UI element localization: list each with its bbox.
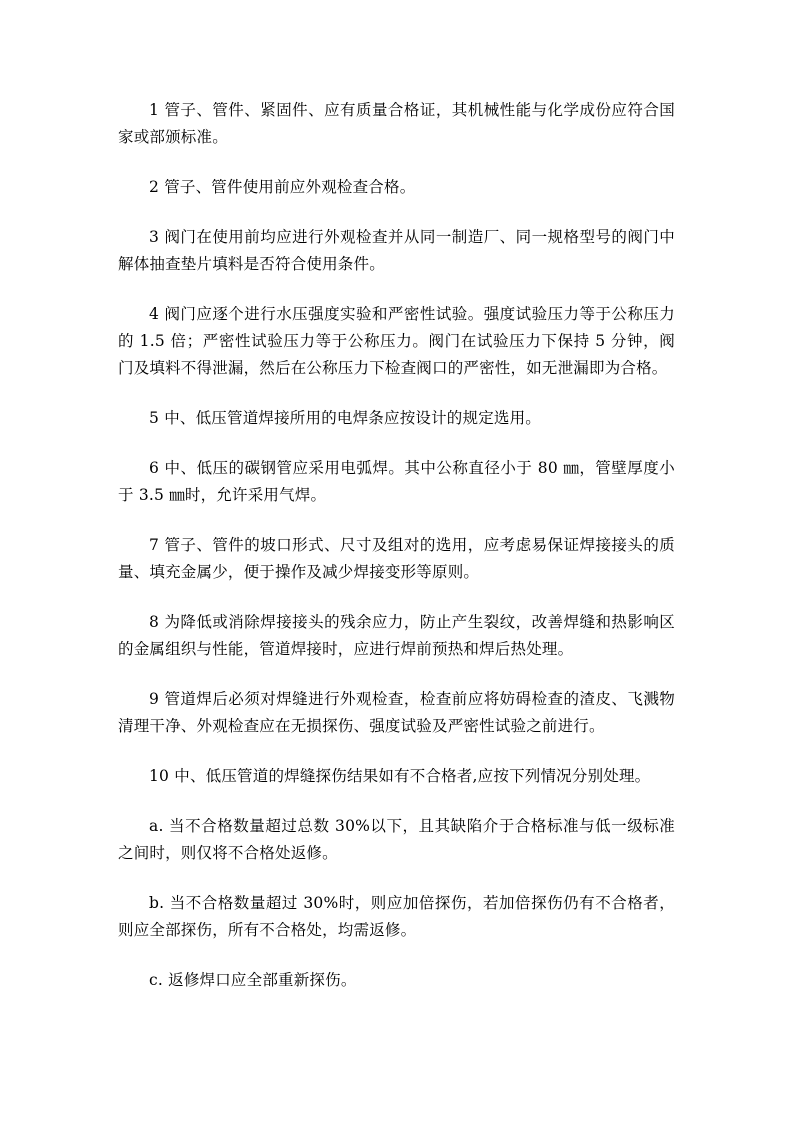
paragraph-9: 9 管道焊后必须对焊缝进行外观检查，检查前应将妨碍检查的渣皮、飞溅物清理干净、外观检查应在无损探伤、强度试验及严密性试验之前进行。 (118, 690, 675, 735)
sub-paragraph-c: c. 返修焊口应全部重新探伤。 (149, 971, 357, 989)
paragraph-2: 2 管子、管件使用前应外观检查合格。 (149, 178, 416, 196)
paragraph-5: 5 中、低压管道焊接所用的电焊条应按设计的规定选用。 (149, 409, 541, 427)
sub-paragraph-a: a. 当不合格数量超过总数 30%以下，且其缺陷介于合格标准与低一级标准之间时，则仅将不合格处返修。 (118, 817, 675, 862)
paragraph-8: 8 为降低或消除焊接接头的残余应力，防止产生裂纹，改善焊缝和热影响区的金属组织与性能，管道焊接时，应进行焊前预热和焊后热处理。 (118, 613, 675, 658)
paragraph-1: 1 管子、管件、紧固件、应有质量合格证，其机械性能与化学成份应符合国家或部颁标准。 (118, 101, 675, 146)
sub-paragraph-b: b. 当不合格数量超过 30%时，则应加倍探伤，若加倍探伤仍有不合格者，则应全部探伤，所有不合格处，均需返修。 (118, 894, 675, 939)
paragraph-6: 6 中、低压的碳钢管应采用电弧焊。其中公称直径小于 80 ㎜，管壁厚度小于 3.5 ㎜时，允许采用气焊。 (118, 459, 675, 504)
paragraph-7: 7 管子、管件的坡口形式、尺寸及组对的选用，应考虑易保证焊接接头的质量、填充金属少，便于操作及减少焊接变形等原则。 (118, 536, 675, 581)
paragraph-3: 3 阀门在使用前均应进行外观检查并从同一制造厂、同一规格型号的阀门中解体抽查垫片填料是否符合使用条件。 (118, 228, 675, 273)
paragraph-4: 4 阀门应逐个进行水压强度实验和严密性试验。强度试验压力等于公称压力的 1.5 倍；严密性试验压力等于公称压力。阀门在试验压力下保持 5 分钟，阀门及填料不得泄漏，然后在公称压力下检查阀口的严密性，如无泄漏即为合格。 (118, 305, 675, 377)
paragraph-10: 10 中、低压管道的焊缝探伤结果如有不合格者,应按下列情况分别处理。 (149, 767, 651, 785)
